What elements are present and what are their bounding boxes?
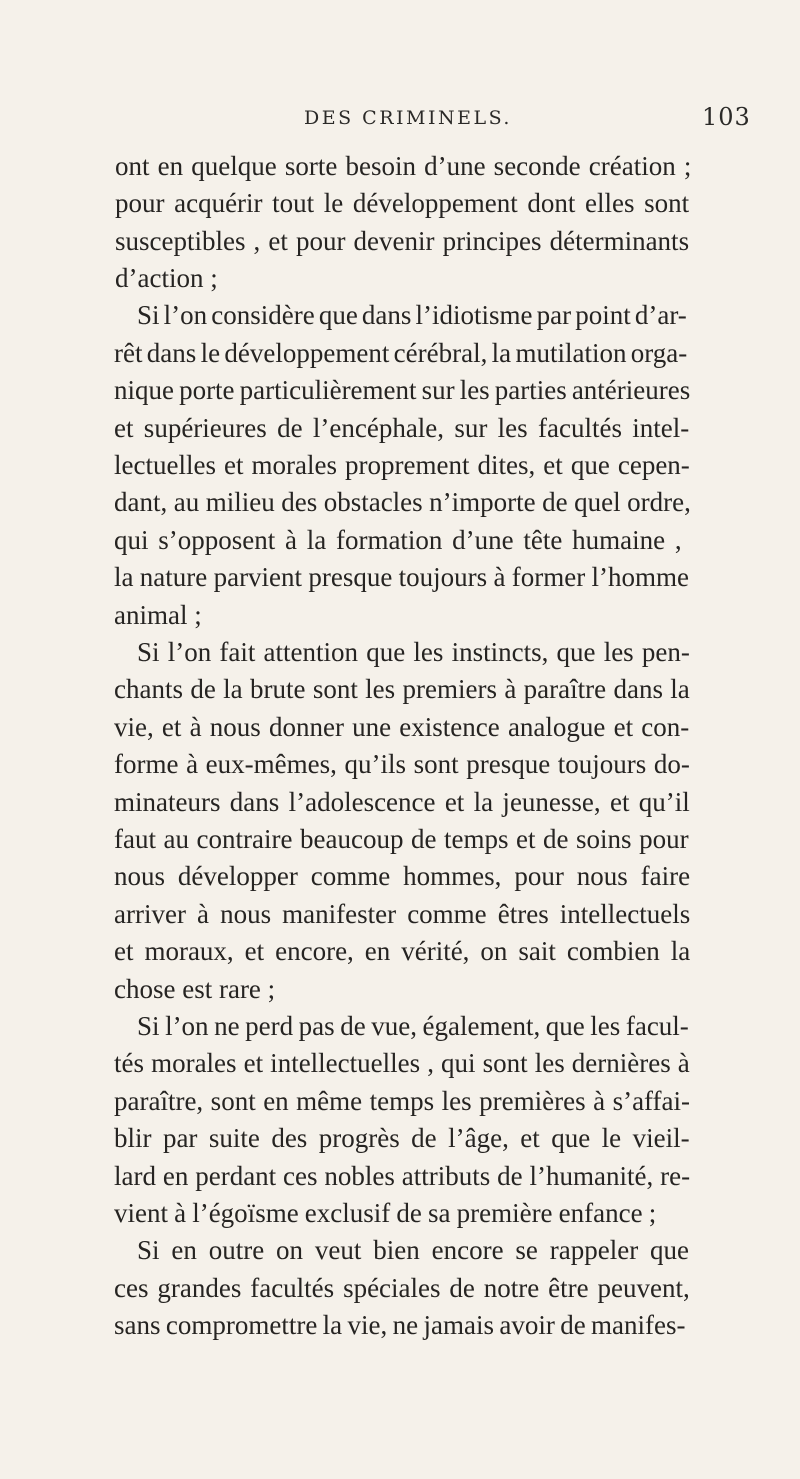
text-line: lectuelles et morales proprement dites, et que cepen- — [114, 450, 690, 480]
text-line: Si l’on fait attention que les instincts, que les pen- — [137, 637, 690, 667]
text-line: d’action ; — [115, 263, 218, 293]
text-line: paraître, sont en même temps les premières à s’affai- — [114, 1086, 691, 1116]
text-line: chants de la brute sont les premiers à paraître dans la — [114, 674, 690, 704]
text-line: et moraux, et encore, en vérité, on sait combien la — [114, 936, 691, 966]
text-line: lard en perdant ces nobles attributs de l’humanité, re- — [114, 1161, 691, 1191]
text-line: la nature parvient presque toujours à former l’homme — [114, 562, 690, 592]
text-line: Si l’on considère que dans l’idiotisme par point d’ar- — [137, 300, 687, 330]
text-line: Si en outre on veut bien encore se rappeler que — [137, 1235, 690, 1265]
text-line: minateurs dans l’adolescence et la jeunesse, et qu’il — [114, 787, 690, 817]
text-line: pour acquérir tout le développement dont elles sont — [115, 188, 690, 218]
text-line: rêt dans le développement cérébral, la mutilation orga- — [114, 338, 688, 368]
text-line: forme à eux-mêmes, qu’ils sont presque toujours do- — [114, 749, 690, 779]
text-line: blir par suite des progrès de l’âge, et que le vieil- — [114, 1123, 690, 1153]
text-line: sans compromettre la vie, ne jamais avoir de manifes- — [114, 1310, 686, 1340]
text-line: arriver à nous manifester comme êtres intellectuels — [114, 899, 691, 929]
running-header — [0, 103, 800, 135]
text-line: animal ; — [114, 600, 202, 630]
text-line: dant, au milieu des obstacles n’importe de quel ordre, — [114, 487, 691, 517]
running-title: DES CRIMINELS. — [304, 107, 512, 129]
text-line: et supérieures de l’encéphale, sur les facultés intel- — [114, 413, 690, 443]
text-line: susceptibles , et pour devenir principes déterminants — [115, 226, 690, 256]
text-line: vie, et à nous donner une existence analogue et con- — [114, 712, 690, 742]
page-number: 103 — [702, 103, 751, 131]
text-line: Si l’on ne perd pas de vue, également, que les facul- — [137, 1011, 689, 1041]
text-line: ont en quelque sorte besoin d’une seconde création ; — [115, 151, 692, 181]
text-line: nous développer comme hommes, pour nous faire — [114, 861, 691, 891]
text-line: nique porte particulièrement sur les parties antérieures — [114, 375, 691, 405]
text-line: ces grandes facultés spéciales de notre être peuvent, — [114, 1273, 690, 1303]
text-line: chose est rare ; — [114, 974, 276, 1004]
text-line: tés morales et intellectuelles , qui sont les dernières à — [114, 1048, 690, 1078]
text-line: qui s’opposent à la formation d’une tête humaine , — [114, 525, 682, 555]
text-line: faut au contraire beaucoup de temps et de soins pour — [114, 824, 689, 854]
text-line: vient à l’égoïsme exclusif de sa première enfance ; — [114, 1198, 657, 1228]
